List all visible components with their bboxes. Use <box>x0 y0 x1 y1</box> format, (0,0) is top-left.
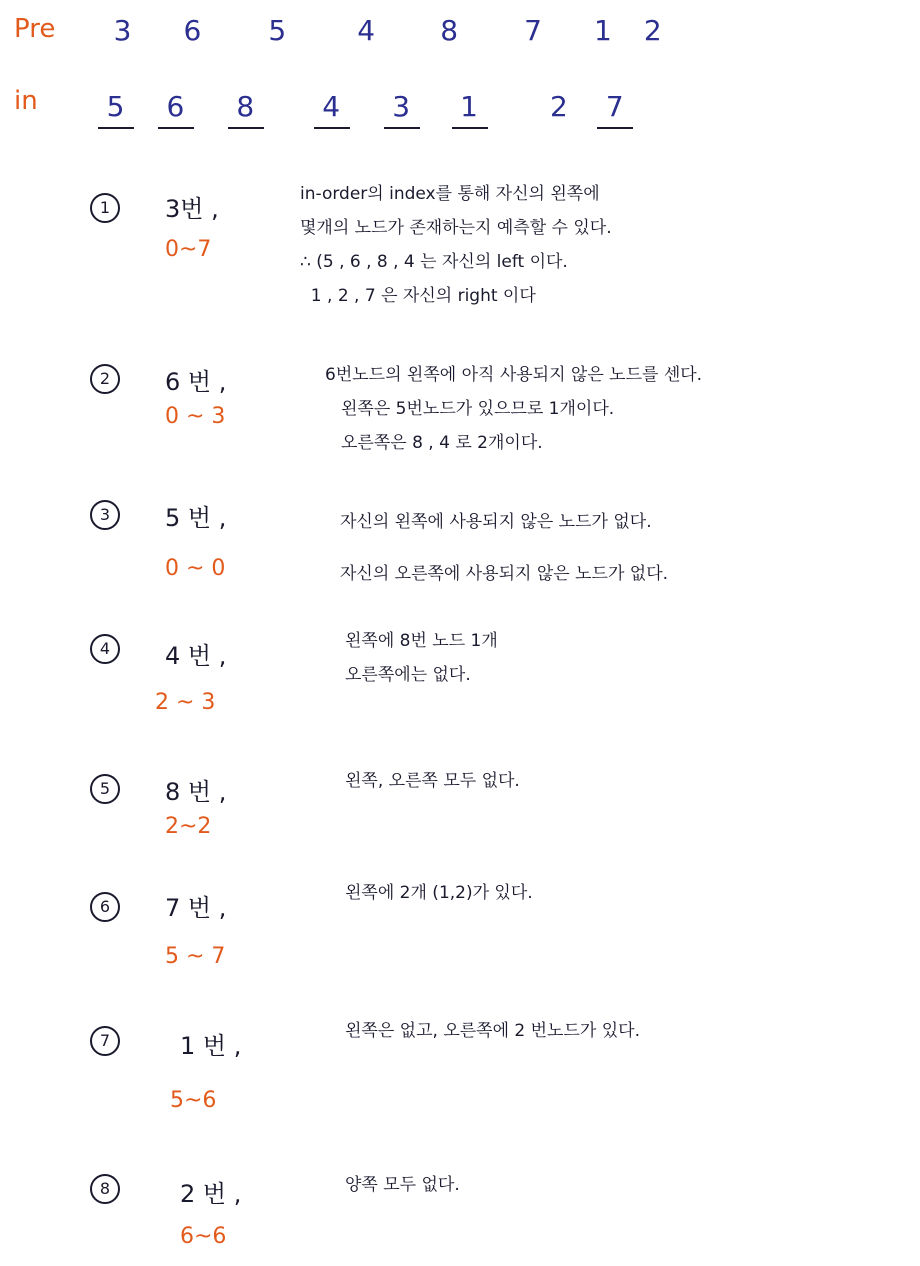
explanation-line: 자신의 오른쪽에 사용되지 않은 노드가 없다. <box>340 564 669 584</box>
index-range: 5~6 <box>170 1088 217 1113</box>
in-value: 1 <box>452 90 488 129</box>
node-label: 7 번 , <box>165 894 227 922</box>
index-range: 5 ~ 7 <box>165 944 226 969</box>
pre-value: 7 <box>524 14 543 47</box>
explanation-line: 오른쪽에는 없다. <box>345 665 471 685</box>
step-number: 4 <box>90 634 120 664</box>
step-number: 7 <box>90 1026 120 1056</box>
explanation <box>345 876 533 910</box>
in-value: 5 <box>98 90 134 129</box>
step-number: 2 <box>90 364 120 394</box>
node-label: 4 번 , <box>165 642 227 670</box>
explanation-line: in-order의 index를 통해 자신의 왼쪽에 <box>300 184 600 204</box>
in-label: in <box>14 86 38 116</box>
index-range: 0 ~ 3 <box>165 404 226 429</box>
explanation-line: 몇개의 노드가 존재하는지 예측할 수 있다. <box>300 218 612 238</box>
step-number: 5 <box>90 774 120 804</box>
index-range: 0 ~ 0 <box>165 556 226 581</box>
explanation-line: 왼쪽은 없고, 오른쪽에 2 번노드가 있다. <box>345 1021 640 1041</box>
step-number: 6 <box>90 892 120 922</box>
explanation <box>345 764 520 798</box>
explanation-line: 왼쪽, 오른쪽 모두 없다. <box>345 771 520 791</box>
node-label: 5 번 , <box>165 504 227 532</box>
pre-value: 2 <box>643 14 663 47</box>
pre-value: 5 <box>268 14 288 47</box>
explanation-line: ∴ (5 , 6 , 8 , 4 는 자신의 left 이다. <box>300 252 568 272</box>
inorder-sequence <box>98 90 633 129</box>
explanation <box>345 1014 640 1048</box>
in-value: 3 <box>384 90 420 129</box>
in-value: 6 <box>158 90 194 129</box>
step-number: 3 <box>90 500 120 530</box>
node-label: 2 번 , <box>180 1180 242 1208</box>
node-label: 6 번 , <box>165 368 227 396</box>
index-range: 2 ~ 3 <box>155 690 216 715</box>
explanation <box>345 1168 460 1202</box>
in-value: 2 <box>550 90 569 123</box>
index-range: 0~7 <box>165 237 212 262</box>
explanation-line: 왼쪽은 5번노드가 있으므로 1개이다. <box>341 399 615 419</box>
explanation-line: 1 , 2 , 7 은 자신의 right 이다 <box>300 286 536 306</box>
pre-label: Pre <box>14 14 56 44</box>
explanation-line: 양쪽 모두 없다. <box>345 1175 460 1195</box>
pre-value: 6 <box>183 14 203 47</box>
node-label: 1 번 , <box>180 1032 242 1060</box>
explanation-line: 6번노드의 왼쪽에 아직 사용되지 않은 노드를 센다. <box>325 365 703 385</box>
pre-value: 1 <box>594 14 613 47</box>
pre-value: 4 <box>357 14 377 47</box>
explanation-line: 오른쪽은 8 , 4 로 2개이다. <box>341 433 543 453</box>
explanation-line: 자신의 왼쪽에 사용되지 않은 노드가 없다. <box>340 512 652 532</box>
preorder-sequence <box>98 14 673 47</box>
explanation-line: 왼쪽에 8번 노드 1개 <box>345 631 498 651</box>
step-number: 1 <box>90 193 120 223</box>
in-value: 4 <box>314 90 350 129</box>
explanation <box>300 177 612 313</box>
in-value: 7 <box>597 90 633 129</box>
index-range: 6~6 <box>180 1224 227 1249</box>
in-value: 8 <box>228 90 264 129</box>
pre-value: 3 <box>113 14 133 47</box>
index-range: 2~2 <box>165 814 212 839</box>
explanation <box>340 496 668 600</box>
pre-value: 8 <box>440 14 460 47</box>
explanation <box>325 358 702 460</box>
explanation <box>345 624 498 692</box>
step-number: 8 <box>90 1174 120 1204</box>
node-label: 3번 , <box>165 195 219 223</box>
node-label: 8 번 , <box>165 778 227 806</box>
explanation-line: 왼쪽에 2개 (1,2)가 있다. <box>345 883 533 903</box>
